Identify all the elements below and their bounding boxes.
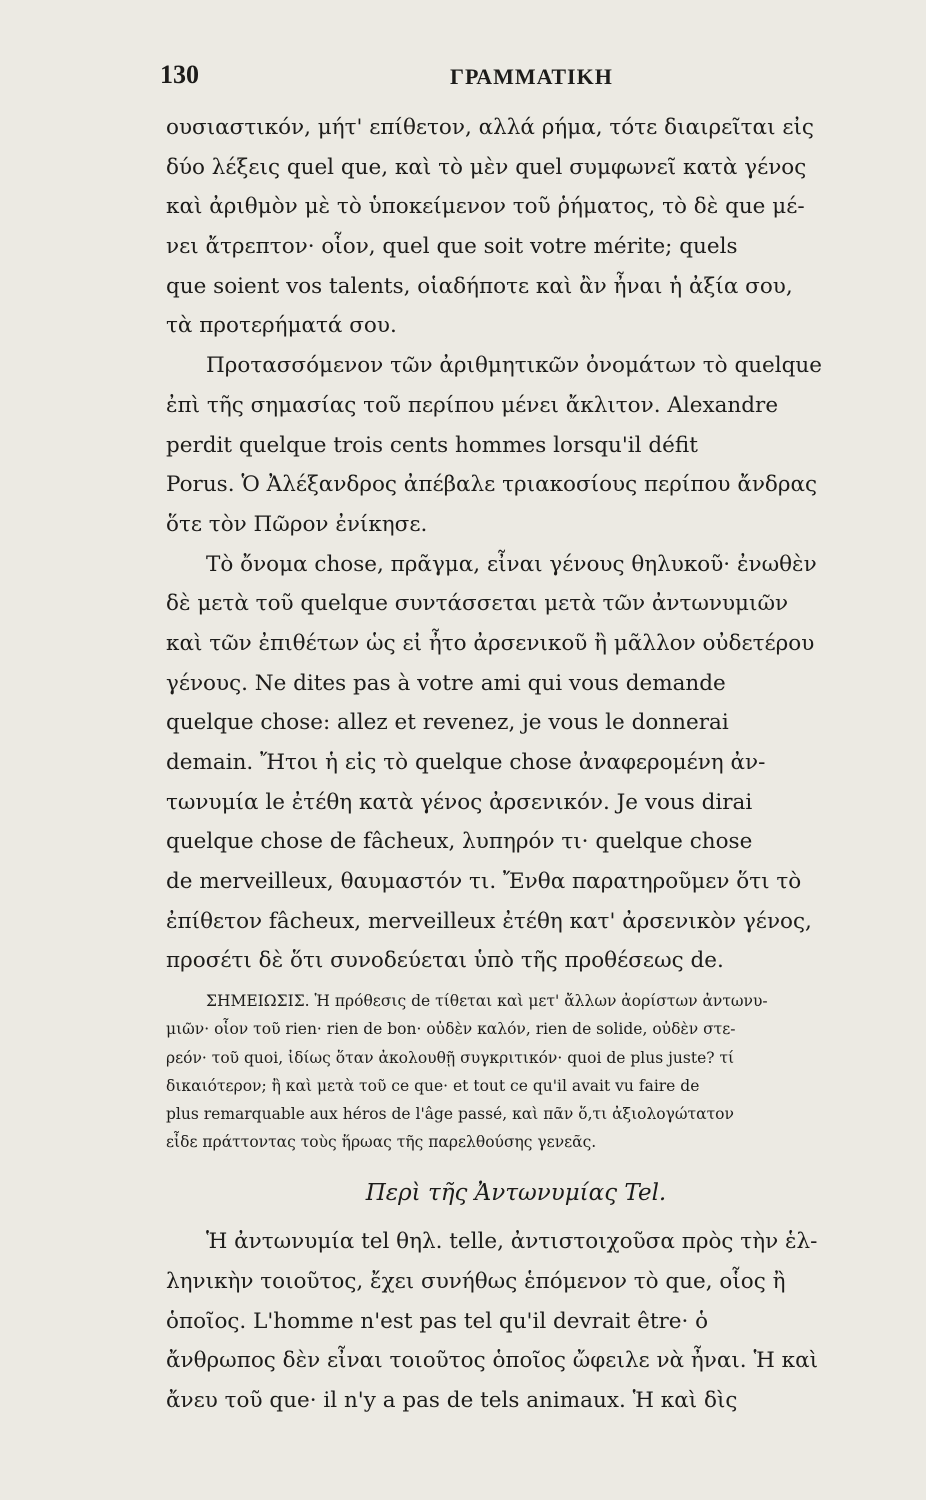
text-line: προσέτι δὲ ὅτι συνοδεύεται ὑπὸ τῆς προθέσεως de.: [166, 948, 724, 974]
paragraph: [166, 545, 866, 982]
note-line: ρεόν· τοῦ quoi, ἰδίως ὅταν ἀκολουθῇ συγκριτικόν· quoi de plus juste? τί: [166, 1048, 735, 1067]
text-line: ἐπὶ τῆς σημασίας τοῦ περίπου μένει ἄκλιτον. Alexandre: [166, 392, 779, 418]
text-line: δύο λέξεις quel que, καὶ τὸ μὲν quel συμφωνεῖ κατὰ γένος: [166, 154, 807, 180]
text-line: quelque chose de fâcheux, λυπηρόν τι· quelque chose: [166, 829, 753, 855]
page-header: [160, 60, 860, 94]
text-line: καὶ τῶν ἐπιθέτων ὡς εἰ ἦτο ἀρσενικοῦ ἢ μᾶλλον οὐδετέρου: [166, 630, 815, 656]
text-line: τωνυμία le ἐτέθη κατὰ γένος ἀρσενικόν. Je vous dirai: [166, 789, 753, 815]
note-line: plus remarquable aux héros de l'âge passé, καὶ πᾶν ὅ,τι ἀξιολογώτατον: [166, 1104, 734, 1123]
running-title: ΓΡΑΜΜΑΤΙΚΗ: [450, 64, 613, 89]
paragraph: [166, 1222, 866, 1420]
text-line: ἄνθρωπος δὲν εἶναι τοιοῦτος ὁποῖος ὤφειλε νὰ ἦναι. Ἡ καὶ: [166, 1348, 819, 1374]
note-line: δικαιότερον; ἢ καὶ μετὰ τοῦ ce que· et tout ce qu'il avait vu faire de: [166, 1076, 700, 1095]
text-line: perdit quelque trois cents hommes lorsqu'il défit: [166, 432, 698, 458]
paragraph: [166, 108, 866, 346]
text-line: καὶ ἀριθμὸν μὲ τὸ ὑποκείμενον τοῦ ῥήματος, τὸ δὲ que μέ-: [166, 194, 805, 220]
text-line: que soient vos talents, οἱαδήποτε καὶ ἂν ἦναι ἡ ἀξία σου,: [166, 273, 793, 299]
body-text: [166, 108, 866, 1421]
footnote: [166, 987, 866, 1156]
text-line: Προτασσόμενον τῶν ἀριθμητικῶν ὀνομάτων τὸ quelque: [206, 353, 822, 379]
note-line: ΣΗΜΕΙΩΣΙΣ. Ἡ πρόθεσις de τίθεται καὶ μετ' ἄλλων ἀορίστων ἀντωνυ-: [206, 992, 768, 1011]
text-line: ὁποῖος. L'homme n'est pas tel qu'il devrait être· ὁ: [166, 1308, 709, 1334]
section-title: Περὶ τῆς Ἀντωνυμίας Tel.: [365, 1180, 667, 1207]
text-line: ληνικὴν τοιοῦτος, ἔχει συνήθως ἑπόμενον τὸ que, οἷος ἢ: [166, 1268, 786, 1294]
text-line: ὅτε τὸν Πῶρον ἐνίκησε.: [166, 511, 428, 537]
text-line: ἄνευ τοῦ que· il n'y a pas de tels animaux. Ἡ καὶ δὶς: [166, 1388, 738, 1413]
text-line: Τὸ ὄνομα chose, πρᾶγμα, εἶναι γένους θηλυκοῦ· ἐνωθὲν: [206, 551, 817, 577]
text-line: ἐπίθετον fâcheux, merveilleux ἐτέθη κατ' ἀρσενικὸν γένος,: [166, 908, 812, 934]
page-number: 130: [160, 60, 199, 89]
text-line: Ἡ ἀντωνυμία tel θηλ. telle, ἀντιστοιχοῦσα πρὸς τὴν ἑλ-: [206, 1229, 818, 1255]
text-line: γένους. Ne dites pas à votre ami qui vous demande: [166, 670, 726, 696]
text-line: de merveilleux, θαυμαστόν τι. Ἔνθα παρατηροῦμεν ὅτι τὸ: [166, 869, 802, 895]
text-line: Porus. Ὁ Ἀλέξανδρος ἀπέβαλε τριακοσίους περίπου ἄνδρας: [166, 472, 818, 498]
note-line: εἶδε πράττοντας τοὺς ἥρωας τῆς παρελθούσης γενεᾶς.: [166, 1133, 597, 1152]
text-line: demain. Ἤτοι ἡ εἰς τὸ quelque chose ἀναφερομένη ἀν-: [166, 750, 766, 775]
text-line: τὰ προτερήματά σου.: [166, 313, 397, 339]
text-line: δὲ μετὰ τοῦ quelque συντάσσεται μετὰ τῶν ἀντωνυμιῶν: [166, 591, 789, 617]
text-line: ουσιαστικόν, μήτ' επίθετον, αλλά ρήμα, τότε διαιρεῖται εἰς: [166, 115, 814, 140]
text-line: νει ἄτρεπτον· οἷον, quel que soit votre mérite; quels: [166, 234, 738, 260]
paragraph: [166, 346, 866, 544]
note-line: μιῶν· οἷον τοῦ rien· rien de bon· οὐδὲν καλόν, rien de solide, οὐδὲν στε-: [166, 1020, 736, 1039]
text-line: quelque chose: allez et revenez, je vous le donnerai: [166, 710, 729, 736]
